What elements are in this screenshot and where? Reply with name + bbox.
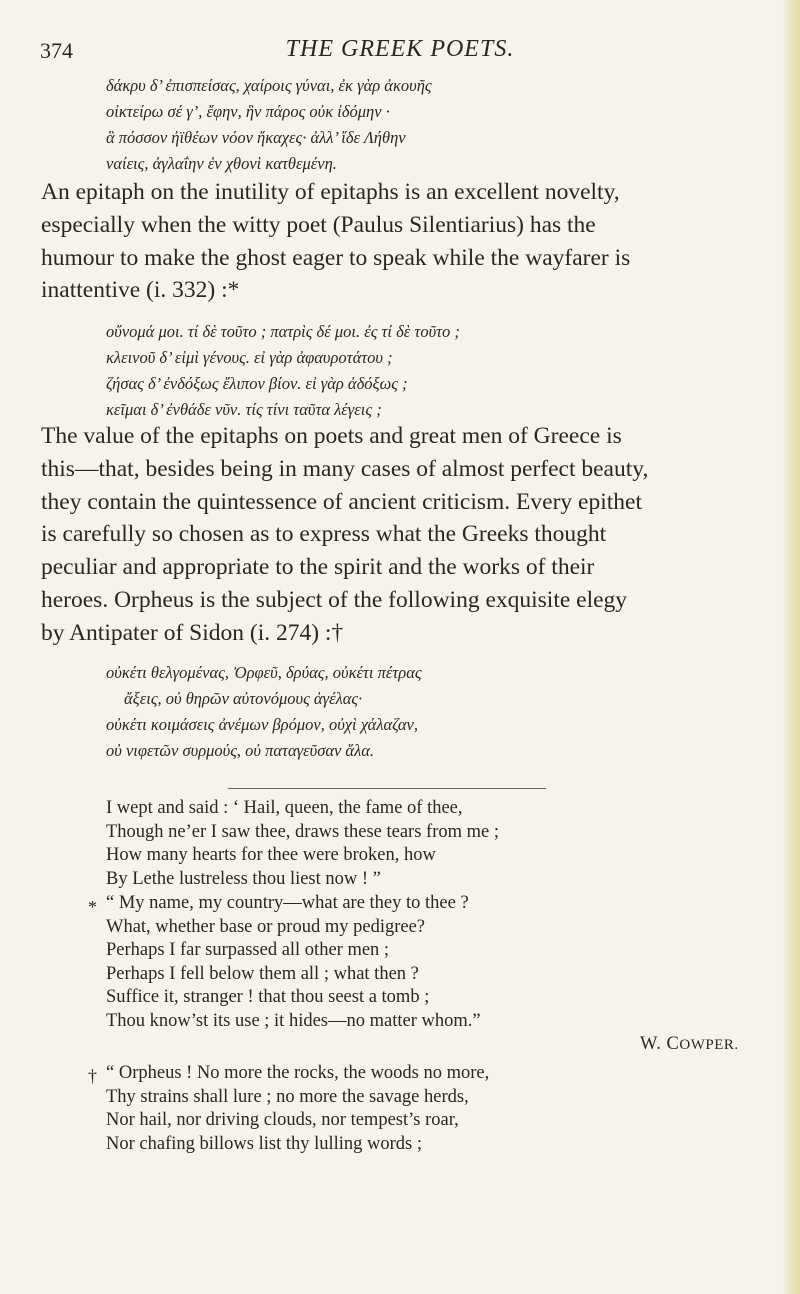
greek-epigraph-2 bbox=[106, 319, 460, 423]
paragraph-epitaph-value bbox=[41, 420, 765, 650]
prose-line: especially when the witty poet (Paulus Silentiarius) has the bbox=[41, 211, 596, 238]
footnote-divider bbox=[228, 788, 546, 789]
verse-line: Though ne’er I saw thee, draws these tears from me ; bbox=[106, 821, 499, 842]
prose-line: An epitaph on the inutility of epitaphs is an excellent novelty, bbox=[41, 179, 620, 205]
verse-line: “ My name, my country—what are they to thee ? bbox=[106, 893, 469, 913]
translator-signature bbox=[640, 1034, 739, 1055]
translation-cowper bbox=[106, 892, 481, 1034]
prose-line: peculiar and appropriate to the spirit and the works of their bbox=[41, 554, 595, 581]
footnote-dagger: † bbox=[88, 1066, 97, 1086]
greek-line: οἰκτείρω σέ γ’, ἔφην, ἣν πάρος οὐκ ἰδόμην · bbox=[106, 102, 390, 121]
verse-line: By Lethe lustreless thou liest now ! ” bbox=[106, 868, 381, 889]
paragraph-epitaph-novelty bbox=[41, 176, 765, 307]
translation-lethe bbox=[106, 797, 499, 891]
signature-smallcaps: OWPER. bbox=[679, 1037, 739, 1053]
verse-line: Nor chafing billows list thy lulling words ; bbox=[106, 1133, 423, 1154]
greek-line: οὐκέτι κοιμάσεις ἀνέμων βρόμον, οὐχὶ χάλαζαν, bbox=[106, 715, 418, 734]
greek-line: οὐκέτι θελγομένας, Ὀρφεῦ, δρύας, οὐκέτι πέτρας bbox=[106, 663, 422, 682]
greek-epigraph-3 bbox=[106, 660, 422, 764]
prose-line: by Antipater of Sidon (i. 274) :† bbox=[41, 619, 344, 646]
verse-line: I wept and said : ‘ Hail, queen, the fame of thee, bbox=[106, 798, 463, 818]
prose-line: is carefully so chosen as to express what the Greeks thought bbox=[41, 521, 607, 548]
prose-line: they contain the quintessence of ancient criticism. Every epithet bbox=[41, 488, 642, 515]
greek-line: οὔνομά μοι. τί δὲ τοῦτο ; πατρὶς δέ μοι. ἐς τί δὲ τοῦτο ; bbox=[106, 322, 460, 341]
greek-line: κεῖμαι δ’ ἐνθάδε νῦν. τίς τίνι ταῦτα λέγεις ; bbox=[106, 400, 382, 419]
verse-line: Thy strains shall lure ; no more the savage herds, bbox=[106, 1086, 469, 1107]
page-edge bbox=[782, 0, 800, 1294]
page-number: 374 bbox=[40, 38, 73, 63]
signature-initial: W. C bbox=[640, 1034, 680, 1054]
verse-line: Suffice it, stranger ! that thou seest a tomb ; bbox=[106, 987, 430, 1008]
verse-line: Thou know’st its use ; it hides—no matter whom.” bbox=[106, 1010, 481, 1031]
verse-line: “ Orpheus ! No more the rocks, the woods no more, bbox=[106, 1063, 490, 1083]
prose-line: humour to make the ghost eager to speak while the wayfarer is bbox=[41, 244, 631, 271]
running-title: THE GREEK POETS. bbox=[285, 36, 515, 62]
prose-line: heroes. Orpheus is the subject of the following exquisite elegy bbox=[41, 586, 628, 613]
verse-line: Perhaps I fell below them all ; what then ? bbox=[106, 963, 419, 984]
greek-line: κλεινοῦ δ’ εἰμὶ γένους. εἰ γὰρ ἀφαυροτάτου ; bbox=[106, 348, 393, 367]
prose-line: inattentive (i. 332) :* bbox=[41, 277, 240, 304]
greek-line: ἃ πόσσον ἠϊθέων νόον ἤκαχες· ἀλλ’ ἴδε Λήθην bbox=[106, 128, 406, 147]
greek-line: οὐ νιφετῶν συρμούς, οὐ παταγεῦσαν ἅλα. bbox=[106, 741, 375, 760]
verse-line: What, whether base or proud my pedigree? bbox=[106, 916, 425, 937]
greek-line: ναίεις, ἀγλαΐην ἐν χθονὶ κατθεμένη. bbox=[106, 154, 337, 173]
translation-orpheus bbox=[106, 1062, 489, 1156]
prose-line: this—that, besides being in many cases of almost perfect beauty, bbox=[41, 455, 649, 482]
verse-line: Nor hail, nor driving clouds, nor tempest’s roar, bbox=[106, 1110, 459, 1131]
footnote-asterisk: * bbox=[88, 897, 97, 917]
verse-line: How many hearts for thee were broken, how bbox=[106, 845, 436, 866]
greek-line: ζήσας δ’ ἐνδόξως ἔλιπον βίον. εἰ γὰρ ἀδόξως ; bbox=[106, 374, 408, 393]
greek-line: δάκρυ δ’ ἐπισπείσας, χαίροις γύναι, ἐκ γὰρ ἀκουῆς bbox=[106, 76, 432, 95]
verse-line: Perhaps I far surpassed all other men ; bbox=[106, 940, 390, 961]
prose-line: The value of the epitaphs on poets and great men of Greece is bbox=[41, 423, 622, 449]
greek-epigraph-1 bbox=[106, 73, 432, 177]
page-header bbox=[40, 36, 760, 66]
greek-line: ἄξεις, οὐ θηρῶν αὐτονόμους ἀγέλας· bbox=[124, 689, 363, 708]
